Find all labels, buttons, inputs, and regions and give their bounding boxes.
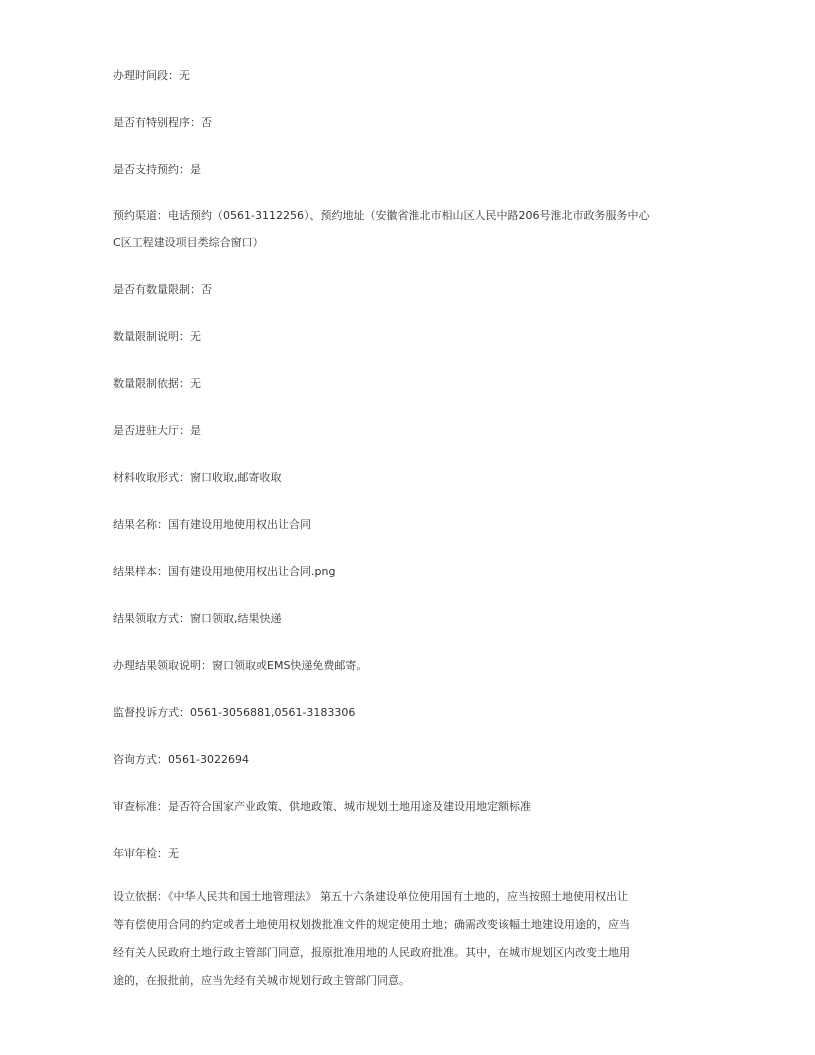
field-special-procedure: 是否有特别程序：否 bbox=[113, 116, 212, 129]
field-review-standard: 审查标准：是否符合国家产业政策、供地政策、城市规划土地用途及建设用地定额标准 bbox=[113, 800, 531, 813]
field-material-form: 材料收取形式：窗口收取,邮寄收取 bbox=[113, 471, 282, 484]
field-service-hall: 是否进驻大厅：是 bbox=[113, 424, 201, 437]
field-appointment-channel-cont: C区工程建设项目类综合窗口） bbox=[113, 236, 264, 249]
legal-basis-line: 等有偿使用合同的约定或者土地使用权划拨批准文件的规定使用土地；确需改变该幅土地建设用途的，应当 bbox=[113, 918, 630, 931]
field-result-sample: 结果样本：国有建设用地使用权出让合同.png bbox=[113, 565, 336, 578]
field-quantity-limit-basis: 数量限制依据：无 bbox=[113, 377, 201, 390]
field-annual-review: 年审年检：无 bbox=[113, 847, 179, 860]
field-appointment-channel: 预约渠道：电话预约（0561-3112256）、预约地址（安徽省淮北市相山区人民中路206号淮北市政务服务中心 bbox=[113, 209, 650, 222]
field-result-pickup-desc: 办理结果领取说明：窗口领取或EMS快递免费邮寄。 bbox=[113, 659, 368, 672]
field-consultation: 咨询方式：0561-3022694 bbox=[113, 753, 249, 766]
legal-basis-line: 经有关人民政府土地行政主管部门同意，报原批准用地的人民政府批准。其中，在城市规划区内改变土地用 bbox=[113, 946, 630, 959]
field-appointment-support: 是否支持预约：是 bbox=[113, 163, 201, 176]
field-legal-basis bbox=[113, 890, 703, 1002]
legal-basis-line: 设立依据：《中华人民共和国土地管理法》 第五十六条建设单位使用国有土地的，应当按照土地使用权出让 bbox=[113, 890, 628, 903]
field-complaint: 监督投诉方式：0561-3056881,0561-3183306 bbox=[113, 706, 356, 719]
field-handling-time: 办理时间段：无 bbox=[113, 69, 190, 82]
legal-basis-line: 途的，在报批前，应当先经有关城市规划行政主管部门同意。 bbox=[113, 974, 410, 987]
field-quantity-limit-desc: 数量限制说明：无 bbox=[113, 330, 201, 343]
field-result-name: 结果名称：国有建设用地使用权出让合同 bbox=[113, 518, 311, 531]
field-result-pickup: 结果领取方式：窗口领取,结果快递 bbox=[113, 612, 282, 625]
field-quantity-limit: 是否有数量限制：否 bbox=[113, 283, 212, 296]
